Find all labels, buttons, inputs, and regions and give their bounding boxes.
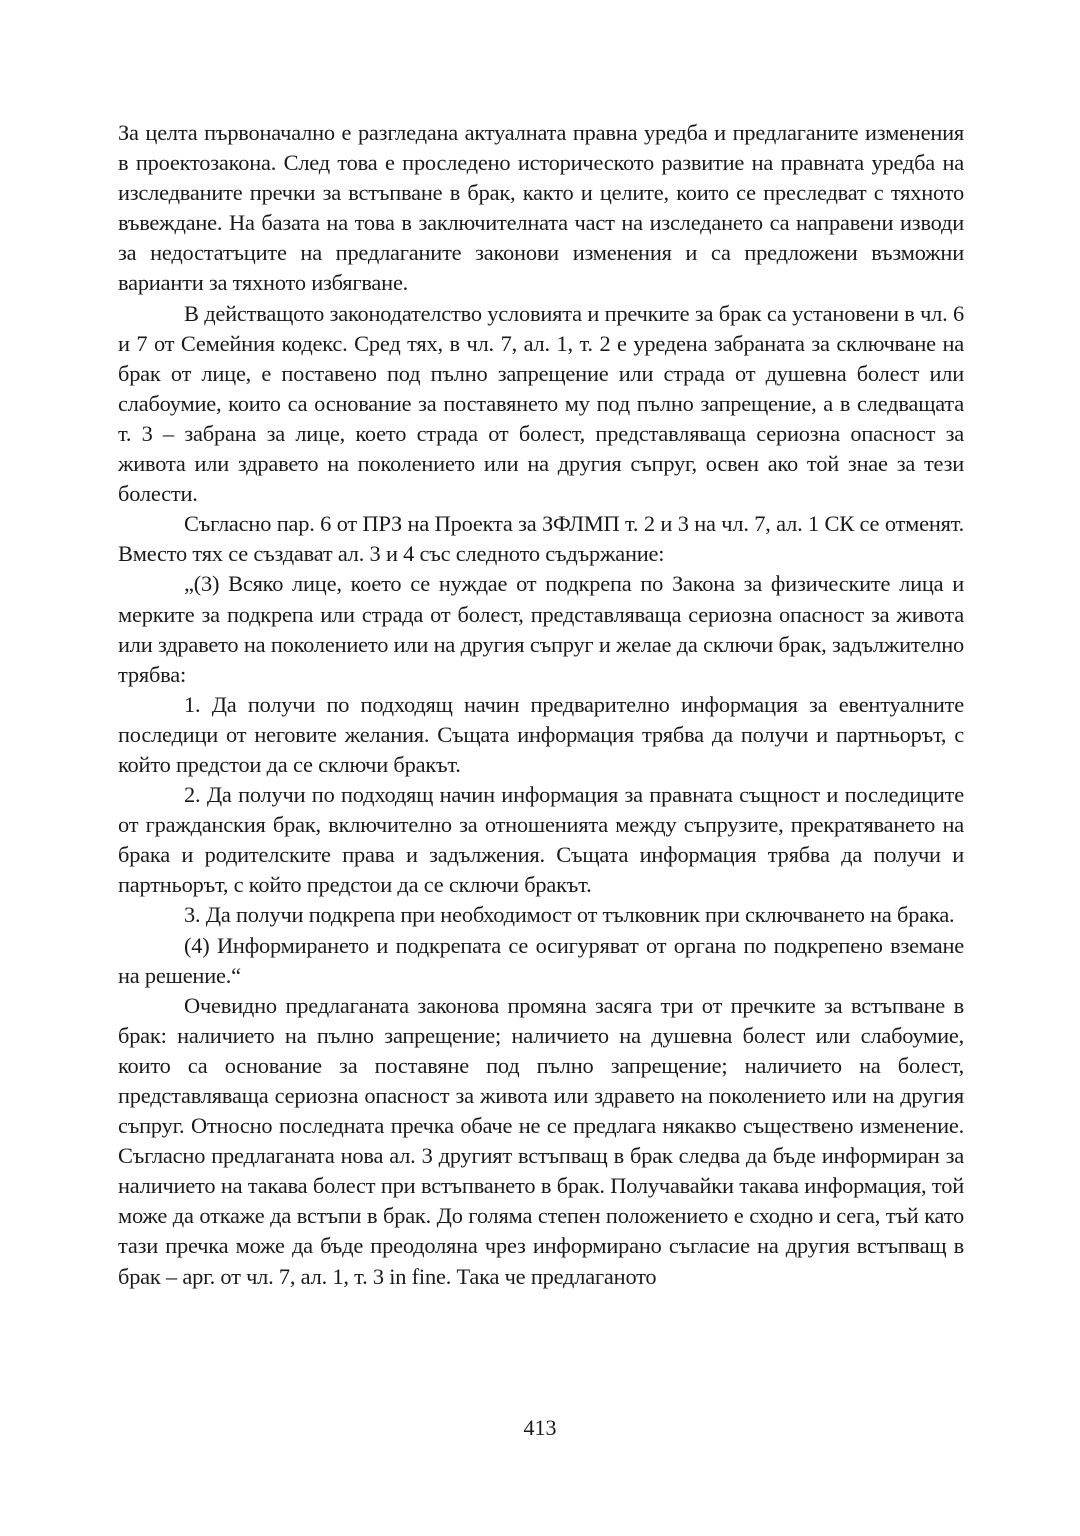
document-body [118,118,964,1292]
paragraph-9: Очевидно предлаганата законова промяна засяга три от пречките за встъпване в брак: наличието на пълно запрещение; наличието на душевна болест или слабоумие, които са основание за поставяне под пълно запрещение; наличието на болест, представляваща сериозна опасност за живота или здравето на поколението или на другия съпруг. Относно последната пречка обаче не се предлага някакво съществено изменение. Съгласно предлаганата нова ал. 3 другият встъпващ в брак следва да бъде информиран за наличието на такава болест при встъпването в брак. Получавайки такава информация, той може да откаже да встъпи в брак. До голяма степен положението е сходно и сега, тъй като тази пречка може да бъде преодоляна чрез информирано съгласие на другия встъпващ в брак – арг. от чл. 7, ал. 1, т. 3 in fine. Така че предлаганото [118,992,964,1289]
paragraph-5-item-1: 1. Да получи по подходящ начин предварително информация за евентуалните последици от неговите желания. Същата информация трябва да получи и партньорът, с който предстои да се сключи бракът. [118,691,964,777]
paragraph-6-item-2: 2. Да получи по подходящ начин информация за правната същност и последиците от гражданския брак, включително за отношенията между съпрузите, прекратяването на брака и родителските права и задължения. Същата информация трябва да получи и партньорът, с който предстои да се сключи бракът. [118,782,964,898]
paragraph-8: (4) Информирането и подкрепата се осигуряват от органа по подкрепено вземане на решение.“ [118,932,964,988]
paragraph-3: Съгласно пар. 6 от ПРЗ на Проекта за ЗФЛМП т. 2 и 3 на чл. 7, ал. 1 СК се отменят. Вместо тях се създават ал. 3 и 4 със следното съдържание: [118,511,964,567]
paragraph-2: В действащото законодателство условията и пречките за брак са установени в чл. 6 и 7 от Семейния кодекс. Сред тях, в чл. 7, ал. 1, т. 2 е уредена забраната за сключване на брак от лице, е поставено под пълно запрещение или страда от душевна болест или слабоумие, които са основание за поставянето му под пълно запрещение, а в следващата т. 3 – забрана за лице, което страда от болест, представляваща сериозна опасност за живота или здравето на поколението или на другия съпруг, освен ако той знае за тези болести. [118,300,964,507]
paragraph-1: За целта първоначално е разгледана актуалната правна уредба и предлаганите изменения в проектозакона. След това е проследено историческото развитие на правната уредба на изследваните пречки за встъпване в брак, както и целите, които се преследват с тяхното въвеждане. На базата на това в заключителната част на изследането са направени изводи за недостатъците на предлаганите законови изменения и са предложени възможни варианти за тяхното избягване. [118,120,964,296]
page-number: 413 [523,1415,557,1440]
paragraph-4-quote: „(3) Всяко лице, което се нуждае от подкрепа по Закона за физическите лица и мерките за подкрепа или страда от болест, представляваща сериозна опасност за живота или здравето на поколението или на другия съпруг и желае да сключи брак, задължително трябва: [118,571,964,687]
paragraph-7-item-3: 3. Да получи подкрепа при необходимост от тълковник при сключването на брака. [184,902,955,928]
